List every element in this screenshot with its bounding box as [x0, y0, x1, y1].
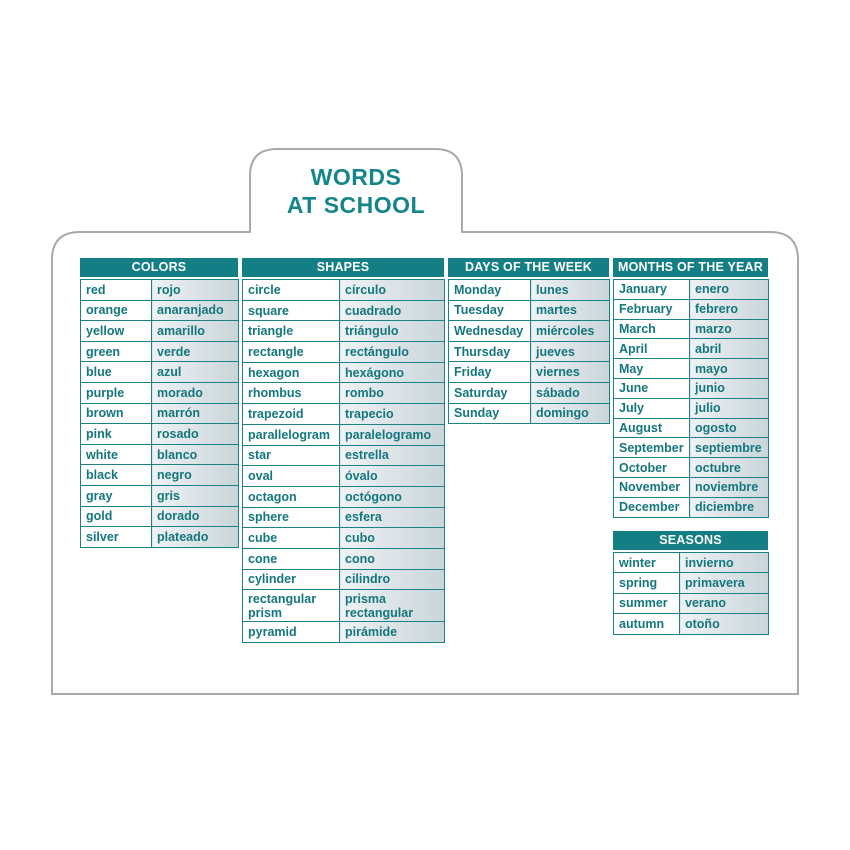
english-word: Tuesday — [449, 300, 531, 321]
spanish-word: cilindro — [340, 569, 445, 590]
spanish-word: prisma rectangular — [340, 590, 445, 622]
spanish-word: rectángulo — [340, 342, 445, 363]
english-word: gold — [81, 506, 152, 527]
vocab-row — [81, 341, 239, 362]
vocab-row — [243, 300, 445, 321]
spanish-word: amarillo — [152, 321, 239, 342]
vocab-row — [614, 593, 769, 613]
spanish-word: rombo — [340, 383, 445, 404]
vocab-row — [81, 403, 239, 424]
english-word: January — [614, 280, 690, 300]
english-word: yellow — [81, 321, 152, 342]
vocab-row — [243, 362, 445, 383]
english-word: square — [243, 300, 340, 321]
shapes-table — [242, 279, 445, 643]
spanish-word: marrón — [152, 403, 239, 424]
vocab-row — [81, 362, 239, 383]
english-word: blue — [81, 362, 152, 383]
english-word: triangle — [243, 321, 340, 342]
english-word: circle — [243, 280, 340, 301]
spanish-word: cono — [340, 548, 445, 569]
vocab-row — [614, 299, 769, 319]
spanish-word: mayo — [690, 359, 769, 379]
vocab-row — [614, 418, 769, 438]
vocab-row — [81, 280, 239, 301]
english-word: green — [81, 341, 152, 362]
spanish-word: viernes — [531, 362, 610, 383]
colors-table — [80, 279, 239, 548]
english-word: silver — [81, 527, 152, 548]
spanish-word: otoño — [680, 614, 769, 634]
english-word: July — [614, 398, 690, 418]
seasons-section — [613, 531, 768, 635]
vocab-row — [243, 321, 445, 342]
english-word: February — [614, 299, 690, 319]
vocab-row — [81, 465, 239, 486]
spanish-word: rosado — [152, 424, 239, 445]
english-word: August — [614, 418, 690, 438]
english-word: black — [81, 465, 152, 486]
spanish-word: verano — [680, 593, 769, 613]
vocab-row — [81, 424, 239, 445]
days-table — [448, 279, 610, 424]
days-section-header: DAYS OF THE WEEK — [448, 258, 609, 277]
english-word: June — [614, 378, 690, 398]
spanish-word: ogosto — [690, 418, 769, 438]
vocab-row — [614, 458, 769, 478]
english-word: trapezoid — [243, 404, 340, 425]
vocab-row — [243, 528, 445, 549]
english-word: gray — [81, 485, 152, 506]
spanish-word: cubo — [340, 528, 445, 549]
spanish-word: óvalo — [340, 466, 445, 487]
spanish-word: pirámide — [340, 622, 445, 643]
english-word: brown — [81, 403, 152, 424]
english-word: octagon — [243, 486, 340, 507]
vocab-row — [614, 614, 769, 634]
spanish-word: blanco — [152, 444, 239, 465]
english-word: November — [614, 477, 690, 497]
vocab-row — [243, 404, 445, 425]
spanish-word: morado — [152, 382, 239, 403]
english-word: Sunday — [449, 403, 531, 424]
spanish-word: dorado — [152, 506, 239, 527]
vocab-row — [614, 553, 769, 573]
spanish-word: círculo — [340, 280, 445, 301]
spanish-word: anaranjado — [152, 300, 239, 321]
spanish-word: octubre — [690, 458, 769, 478]
months-section — [613, 258, 768, 518]
spanish-word: noviembre — [690, 477, 769, 497]
vocab-row — [614, 477, 769, 497]
vocab-row — [614, 573, 769, 593]
english-word: Saturday — [449, 382, 531, 403]
spanish-word: paralelogramo — [340, 424, 445, 445]
colors-section-header: COLORS — [80, 258, 238, 277]
vocab-row — [449, 321, 610, 342]
seasons-section-header: SEASONS — [613, 531, 768, 550]
vocab-row — [243, 280, 445, 301]
vocab-row — [243, 569, 445, 590]
vocab-row — [243, 424, 445, 445]
spanish-word: abril — [690, 339, 769, 359]
shapes-section-header: SHAPES — [242, 258, 444, 277]
vocab-row — [449, 362, 610, 383]
english-word: rhombus — [243, 383, 340, 404]
spanish-word: triángulo — [340, 321, 445, 342]
english-word: pyramid — [243, 622, 340, 643]
spanish-word: gris — [152, 485, 239, 506]
spanish-word: rojo — [152, 280, 239, 301]
english-word: April — [614, 339, 690, 359]
spanish-word: octógono — [340, 486, 445, 507]
spanish-word: junio — [690, 378, 769, 398]
english-word: December — [614, 497, 690, 517]
spanish-word: negro — [152, 465, 239, 486]
page-title-line-2: AT SCHOOL — [286, 192, 426, 218]
spanish-word: estrella — [340, 445, 445, 466]
spanish-word: enero — [690, 280, 769, 300]
english-word: March — [614, 319, 690, 339]
vocab-row — [243, 486, 445, 507]
vocab-row — [614, 378, 769, 398]
spanish-word: trapecio — [340, 404, 445, 425]
vocab-row — [243, 590, 445, 622]
vocab-row — [449, 280, 610, 301]
vocab-row — [614, 339, 769, 359]
english-word: September — [614, 438, 690, 458]
colors-section — [80, 258, 238, 548]
english-word: hexagon — [243, 362, 340, 383]
vocab-row — [243, 383, 445, 404]
spanish-word: lunes — [531, 280, 610, 301]
english-word: Wednesday — [449, 321, 531, 342]
vocab-row — [243, 445, 445, 466]
english-word: red — [81, 280, 152, 301]
spanish-word: marzo — [690, 319, 769, 339]
vocab-row — [614, 280, 769, 300]
spanish-word: jueves — [531, 341, 610, 362]
spanish-word: sábado — [531, 382, 610, 403]
vocab-row — [614, 359, 769, 379]
english-word: May — [614, 359, 690, 379]
spanish-word: esfera — [340, 507, 445, 528]
spanish-word: plateado — [152, 527, 239, 548]
english-word: summer — [614, 593, 680, 613]
vocab-row — [81, 485, 239, 506]
spanish-word: septiembre — [690, 438, 769, 458]
vocab-row — [614, 319, 769, 339]
english-word: rectangle — [243, 342, 340, 363]
english-word: cone — [243, 548, 340, 569]
english-word: autumn — [614, 614, 680, 634]
vocab-row — [449, 403, 610, 424]
english-word: cylinder — [243, 569, 340, 590]
seasons-table — [613, 552, 769, 635]
english-word: purple — [81, 382, 152, 403]
page-title-line-1: WORDS — [310, 164, 402, 190]
english-word: spring — [614, 573, 680, 593]
spanish-word: invierno — [680, 553, 769, 573]
vocab-row — [614, 438, 769, 458]
vocab-row — [243, 548, 445, 569]
vocab-row — [81, 321, 239, 342]
vocab-row — [614, 398, 769, 418]
english-word: Friday — [449, 362, 531, 383]
spanish-word: julio — [690, 398, 769, 418]
vocab-row — [81, 506, 239, 527]
vocab-row — [243, 507, 445, 528]
spanish-word: cuadrado — [340, 300, 445, 321]
months-table — [613, 279, 769, 518]
english-word: rectangular prism — [243, 590, 340, 622]
days-section — [448, 258, 609, 424]
english-word: Thursday — [449, 341, 531, 362]
english-word: orange — [81, 300, 152, 321]
spanish-word: hexágono — [340, 362, 445, 383]
vocab-row — [614, 497, 769, 517]
vocab-row — [449, 300, 610, 321]
spanish-word: miércoles — [531, 321, 610, 342]
spanish-word: martes — [531, 300, 610, 321]
english-word: winter — [614, 553, 680, 573]
spanish-word: azul — [152, 362, 239, 383]
months-section-header: MONTHS OF THE YEAR — [613, 258, 768, 277]
vocab-row — [449, 341, 610, 362]
english-word: oval — [243, 466, 340, 487]
english-word: white — [81, 444, 152, 465]
shapes-section — [242, 258, 444, 643]
vocab-row — [81, 300, 239, 321]
english-word: cube — [243, 528, 340, 549]
vocab-row — [81, 382, 239, 403]
english-word: October — [614, 458, 690, 478]
spanish-word: verde — [152, 341, 239, 362]
vocab-row — [81, 444, 239, 465]
vocab-row — [243, 622, 445, 643]
spanish-word: primavera — [680, 573, 769, 593]
spanish-word: domingo — [531, 403, 610, 424]
vocab-row — [81, 527, 239, 548]
vocab-row — [243, 342, 445, 363]
vocab-row — [449, 382, 610, 403]
english-word: sphere — [243, 507, 340, 528]
page-title — [250, 163, 462, 219]
english-word: pink — [81, 424, 152, 445]
english-word: star — [243, 445, 340, 466]
english-word: parallelogram — [243, 424, 340, 445]
vocab-row — [243, 466, 445, 487]
english-word: Monday — [449, 280, 531, 301]
spanish-word: febrero — [690, 299, 769, 319]
spanish-word: diciembre — [690, 497, 769, 517]
